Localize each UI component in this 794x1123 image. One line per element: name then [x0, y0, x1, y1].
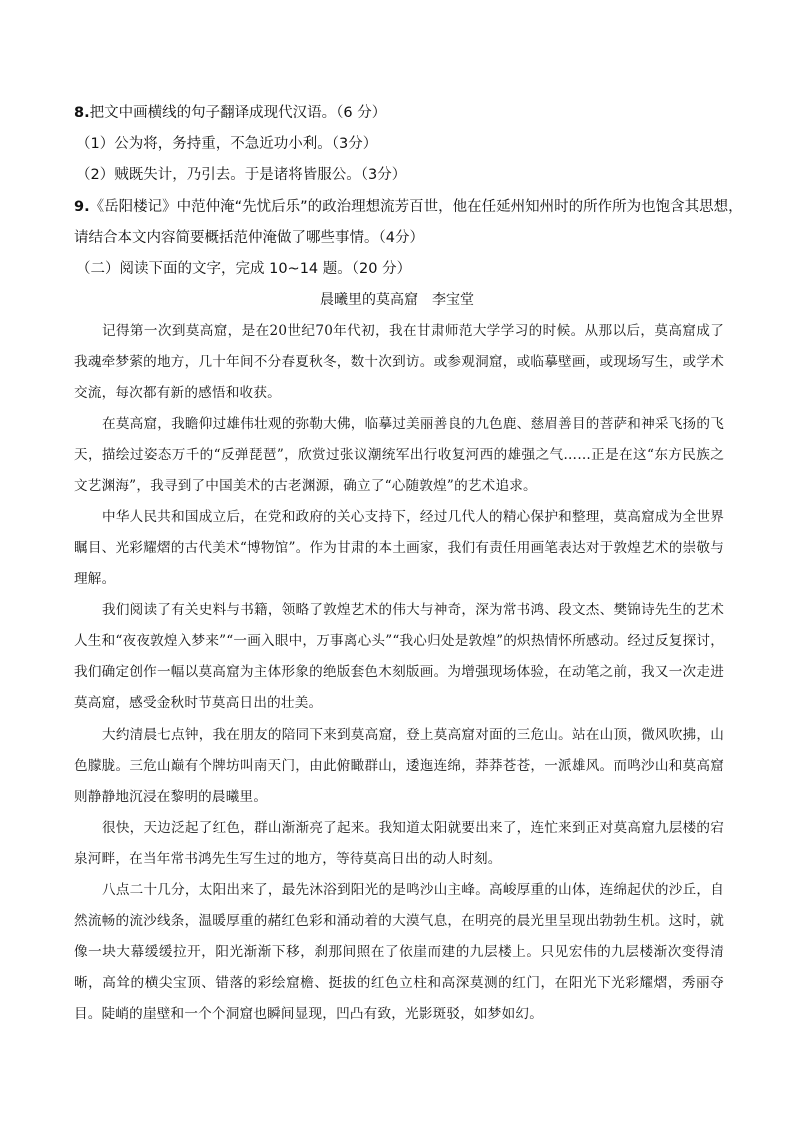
article-paragraph-2: 在莫高窟，我瞻仰过雄伟壮观的弥勒大佛，临摹过美丽善良的九色鹿、慈眉善目的菩萨和神采飞扬的飞天，描绘过姿态万千的“反弹琵琶”，欣赏过张议潮统军出行收复河西的雄强之气……正是在这“东方民族之文艺渊海”，我寻到了中国美术的古老渊源，确立了“心随敦煌”的艺术追求。	[74, 416, 724, 494]
article-title	[0, 290, 794, 310]
question-8-heading	[74, 103, 386, 123]
article-author: 李宝堂	[432, 292, 474, 308]
question-8-item-1: （1）公为将，务持重，不急近功小利。（3分）	[76, 136, 378, 152]
question-9-line-2: 请结合本文内容简要概括范仲淹做了哪些事情。（4分）	[74, 230, 424, 246]
question-8-item-2: （2）贼既失计，乃引去。于是诸将皆服公。（3分）	[76, 167, 407, 183]
article-paragraph-5: 大约清晨七点钟，我在朋友的陪同下来到莫高窟，登上莫高窟对面的三危山。站在山顶，微风吹拂，山色朦胧。三危山巅有个牌坊叫南天门，由此俯瞰群山，逶迤连绵，莽莽苍苍，一派雄风。而鸣沙山和莫高窟则静静地沉浸在黎明的晨曦里。	[74, 727, 724, 805]
article-paragraph-4: 我们阅读了有关史料与书籍，领略了敦煌艺术的伟大与神奇，深为常书鸿、段文杰、樊锦诗先生的艺术人生和“夜夜敦煌入梦来”“一画入眼中，万事离心头”“我心归处是敦煌”的炽热情怀所感动。经过反复探讨，我们确定创作一幅以莫高窟为主体形象的绝版套色木刻版画。为增强现场体验，在动笔之前，我又一次走进莫高窟，感受金秋时节莫高日出的壮美。	[74, 602, 724, 711]
article-title-text: 晨曦里的莫高窟	[320, 292, 418, 308]
question-9-number: 9.	[74, 199, 90, 215]
section-2-heading: （二）阅读下面的文字，完成 10~14 题。（20 分）	[76, 261, 412, 277]
article-paragraph-3: 中华人民共和国成立后，在党和政府的关心支持下，经过几代人的精心保护和整理，莫高窟成为全世界瞩目、光彩耀熠的古代美术“博物馆”。作为甘肃的本土画家，我们有责任用画笔表达对于敦煌艺术的崇敬与理解。	[74, 509, 724, 587]
question-8-text: 把文中画横线的句子翻译成现代汉语。（6 分）	[89, 105, 387, 121]
question-9-line-1	[74, 197, 743, 217]
article-paragraph-1: 记得第一次到莫高窟，是在20世纪70年代初，我在甘肃师范大学学习的时候。从那以后，莫高窟成了我魂牵梦萦的地方，几十年间不分春夏秋冬，数十次到访。或参观洞窟，或临摹壁画，或现场写生，或学术交流，每次都有新的感悟和收获。	[74, 323, 724, 401]
article-paragraph-6: 很快，天边泛起了红色，群山渐渐亮了起来。我知道太阳就要出来了，连忙来到正对莫高窟九层楼的宕泉河畔，在当年常书鸿先生写生过的地方，等待莫高日出的动人时刻。	[74, 820, 724, 867]
article-paragraph-7: 八点二十几分，太阳出来了，最先沐浴到阳光的是鸣沙山主峰。高峻厚重的山体，连绵起伏的沙丘，自然流畅的流沙线条，温暖厚重的赭红色彩和涌动着的大漠气息，在明亮的晨光里呈现出勃勃生机。这时，就像一块大幕缓缓拉开，阳光渐渐下移，刹那间照在了依崖而建的九层楼上。只见宏伟的九层楼渐次变得清晰，高耸的横尖宝顶、错落的彩绘窟檐、挺拔的红色立柱和高深莫测的红门，在阳光下光彩耀熠，秀丽夺目。陡峭的崖壁和一个个洞窟也瞬间显现，凹凸有致，光影斑驳，如梦如幻。	[74, 882, 724, 1022]
question-8-number: 8.	[74, 105, 90, 121]
question-9-text: 《岳阳楼记》中范仲淹“先忧后乐”的政治理想流芳百世，他在任延州知州时的所作所为也饱含其思想，	[89, 199, 743, 215]
